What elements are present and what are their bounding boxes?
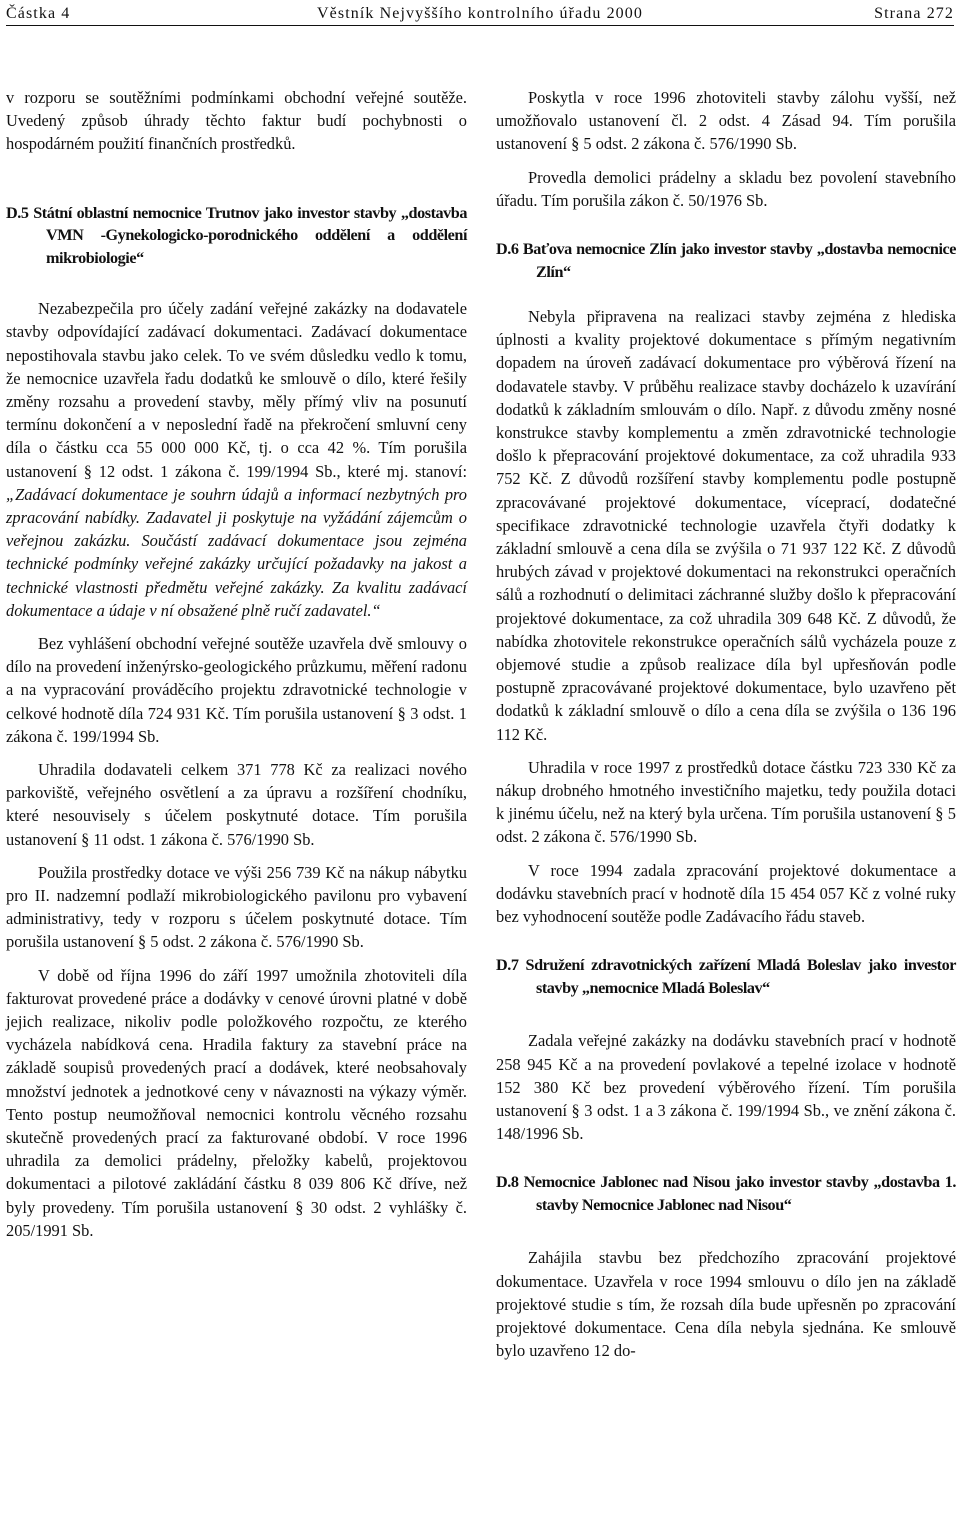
journal-title: Věstník Nejvyššího kontrolního úřadu 2000 [317,5,643,22]
paragraph: Provedla demolici prádelny a skladu bez povolení stavebního úřadu. Tím porušila zákon č. 50/1976 Sb. [496,167,956,210]
paragraph: Použila prostředky dotace ve výši 256 739 Kč na nákup nábytku pro II. nadzemní podlaží mikrobiologického pavilonu pro vybavení administrativy, tedy v rozporu s účelem poskytnuté dotace. Tím porušila ustanovení § 5 odst. 2 zákona č. 576/1990 Sb. [6,862,467,952]
paragraph: Nezabezpečila pro účely zadání veřejné zakázky na dodavatele stavby odpovídající zadávací dokumentaci. Zadávací dokumentace nepostihovala stavbu jako celek. To ve svém důsledku vedlo k tomu, že nemocnice uzavřela řadu dodatků ke smlouvě o dílo, které řešily změny rozsahu a provedení stavby, měly přímý vliv na posunutí termínu dokončení a v neposlední řadě na překročení smluvní ceny díla o částku cca 55 000 000 Kč, tj. o cca 42 %. Tím porušila ustanovení § 12 odst. 1 zákona č. 199/1994 Sb., které mj. stanoví: „Zadávací dokumentace je souhrn údajů a informací nezbytných pro zpracování nabídky. Zadavatel ji poskytuje na vyžádání zájemcům o veřejnou zakázku. Součástí zadávací dokumentace jsou zejména technické podmínky veřejné zakázky určující požadavky na jakost a technické vlastnosti předmětu veřejné zakázky. Za kvalitu zadávací dokumentace a údaje v ní obsažené plně ručí zadavatel.“ [6,299,467,620]
paragraph: V roce 1994 zadala zpracování projektové dokumentace a dodávku stavebních prací v hodnotě díla 15 454 057 Kč z volné ruky bez vyhodnocení soutěže podle Zadávacího řádu staveb. [496,860,956,927]
left-column [6,86,467,1252]
paragraph: Zadala veřejné zakázky na dodávku stavebních prací v hodnotě 258 945 Kč a na provedení povlakové a tepelné izolace v hodnotě 152 380 Kč bez provedení výběrového řízení. Tím porušila ustanovení § 3 odst. 1 a 3 zákona č. 199/1994 Sb., ve znění zákona č. 148/1996 Sb. [496,1031,956,1144]
paragraph: Poskytla v roce 1996 zhotoviteli stavby zálohu vyšší, než umožňovalo ustanovení čl. 2 odst. 4 Zásad 94. Tím porušila ustanovení § 5 odst. 2 zákona č. 576/1990 Sb. [496,88,956,154]
issue-number: Částka 4 [6,5,71,22]
running-header [6,2,954,24]
paragraph: Uhradila dodavateli celkem 371 778 Kč za realizaci nového parkoviště, veřejného osvětlení a za úpravu a rozšíření chodníku, které nesouvisely s účelem poskytnuté dotace. Tím porušila ustanovení § 11 odst. 1 zákona č. 576/1990 Sb. [6,759,467,849]
paragraph: Zahájila stavbu bez předchozího zpracování projektové dokumentace. Uzavřela v roce 1994 smlouvu o dílo jen na základě projektové studie s tím, že rozsah díla bude upřesněn po zpracování projektové dokumentace. Cena díla nebyla sjednána. Ke smlouvě bylo uzavřeno 12 do- [496,1248,956,1361]
paragraph: V době od října 1996 do září 1997 umožnila zhotoviteli díla fakturovat provedené práce a dodávky v cenové úrovni platné v době jejich realizace, nikoliv podle položkového rozpočtu, ze kterého vycházela nabídková cena. Hradila faktury za stavební práce na základě soupisů provedených prací a dodávek, které neobsahovaly množství jednotek a jednotkové ceny v návaznosti na výkazy výměr. Tento postup neumožňoval nemocnici kontrolu věcného rozsahu skutečně provedených prací za fakturované období. V roce 1996 uhradila za demolici prádelny, přeložky kabelů, projektovou dokumentaci a pilotové zakládání částku 8 039 806 Kč dříve, než byly provedeny. Tím porušila ustanovení § 30 odst. 2 vyhlášky č. 205/1991 Sb. [6,965,467,1240]
paragraph: Uhradila v roce 1997 z prostředků dotace částku 723 330 Kč za nákup drobného hmotného investičního majetku, tedy použila dotaci k jinému účelu, než na který byla určena. Tím porušila ustanovení § 5 odst. 2 zákona č. 576/1990 Sb. [496,757,956,847]
paragraph: v rozporu se soutěžními podmínkami obchodní veřejné soutěže. Uvedený způsob úhrady těchto faktur budí pochybnosti o hospodárném použití finančních prostředků. [6,88,467,154]
header-rule [6,25,954,26]
section-heading-d7: D.7 Sdružení zdravotnických zařízení Mladá Boleslav jako investor stavby „nemocnice Mladá Boleslav“ [496,956,956,997]
right-column [496,86,956,1372]
paragraph: Nebyla připravena na realizaci stavby zejména z hlediska úplnosti a kvality projektové dokumentace s přímým negativním dopadem na úroveň zadávací dokumentace pro výběrová řízení na dodavatele stavby. V průběhu realizace stavby docházelo k uzavírání dodatků k základním smlouvám o dílo. Např. z důvodu změny nosné konstrukce stavby komplementu a změn zdravotnické technologie došlo k přepracování projektové dokumentace, za což uhradila 933 752 Kč. Z důvodů rozšíření stavby komplementu podle postupně zpracovávané projektové dokumentace, víceprací, dodatečné specifikace zdravotnické technologie uzavřela čtyři dodatky k základní smlouvě a cena díla se zvýšila o 71 937 122 Kč. Z důvodů hrubých závad v projektové dokumentaci na rekonstrukci operačních sálů a rozhodnutí o delimitaci záchranné služby došlo k přepracování projektové dokumentace, za což uhradila 309 648 Kč. Z důvodů, že nabídka zhotovitele rekonstrukce operačních sálů vycházela pouze z objemové studie a způsob realizace díla byl upřesňován podle postupně zpracovávané projektové dokumentace, bylo uzavřeno pět dodatků k základní smlouvě o dílo a cena díla se zvýšila o 136 196 112 Kč. [496,307,956,744]
paragraph: Bez vyhlášení obchodní veřejné soutěže uzavřela dvě smlouvy o dílo na provedení inženýrsko-geologického průzkumu, měření radonu a na vypracování prováděcího projektu zdravotnické technologie v celkové hodnotě díla 724 931 Kč. Tím porušila ustanovení § 3 odst. 1 zákona č. 199/1994 Sb. [6,633,467,746]
section-heading-d8: D.8 Nemocnice Jablonec nad Nisou jako investor stavby „dostavba 1. stavby Nemocnice Jablonec nad Nisou“ [496,1173,956,1214]
quotation: „Zadávací dokumentace je souhrn údajů a informací nezbytných pro zpracování nabídky. Zadavatel ji poskytuje na vyžádání zájemcům o veřejnou zakázku. Součástí zadávací dokumentace jsou zejména technické podmínky veřejné zakázky určující požadavky na jakost a technické vlastnosti předmětu veřejné zakázky. Za kvalitu zadávací dokumentace a údaje v ní obsažené plně ručí zadavatel.“ [6,484,467,620]
section-heading-d5: D.5 Státní oblastní nemocnice Trutnov jako investor stavby „dostavba VMN -Gynekologicko-porodnického oddělení a oddělení mikrobiologie“ [6,203,467,267]
section-heading-d6: D.6 Baťova nemocnice Zlín jako investor stavby „dostavba nemocnice Zlín“ [496,240,956,281]
page-number: Strana 272 [874,5,954,22]
